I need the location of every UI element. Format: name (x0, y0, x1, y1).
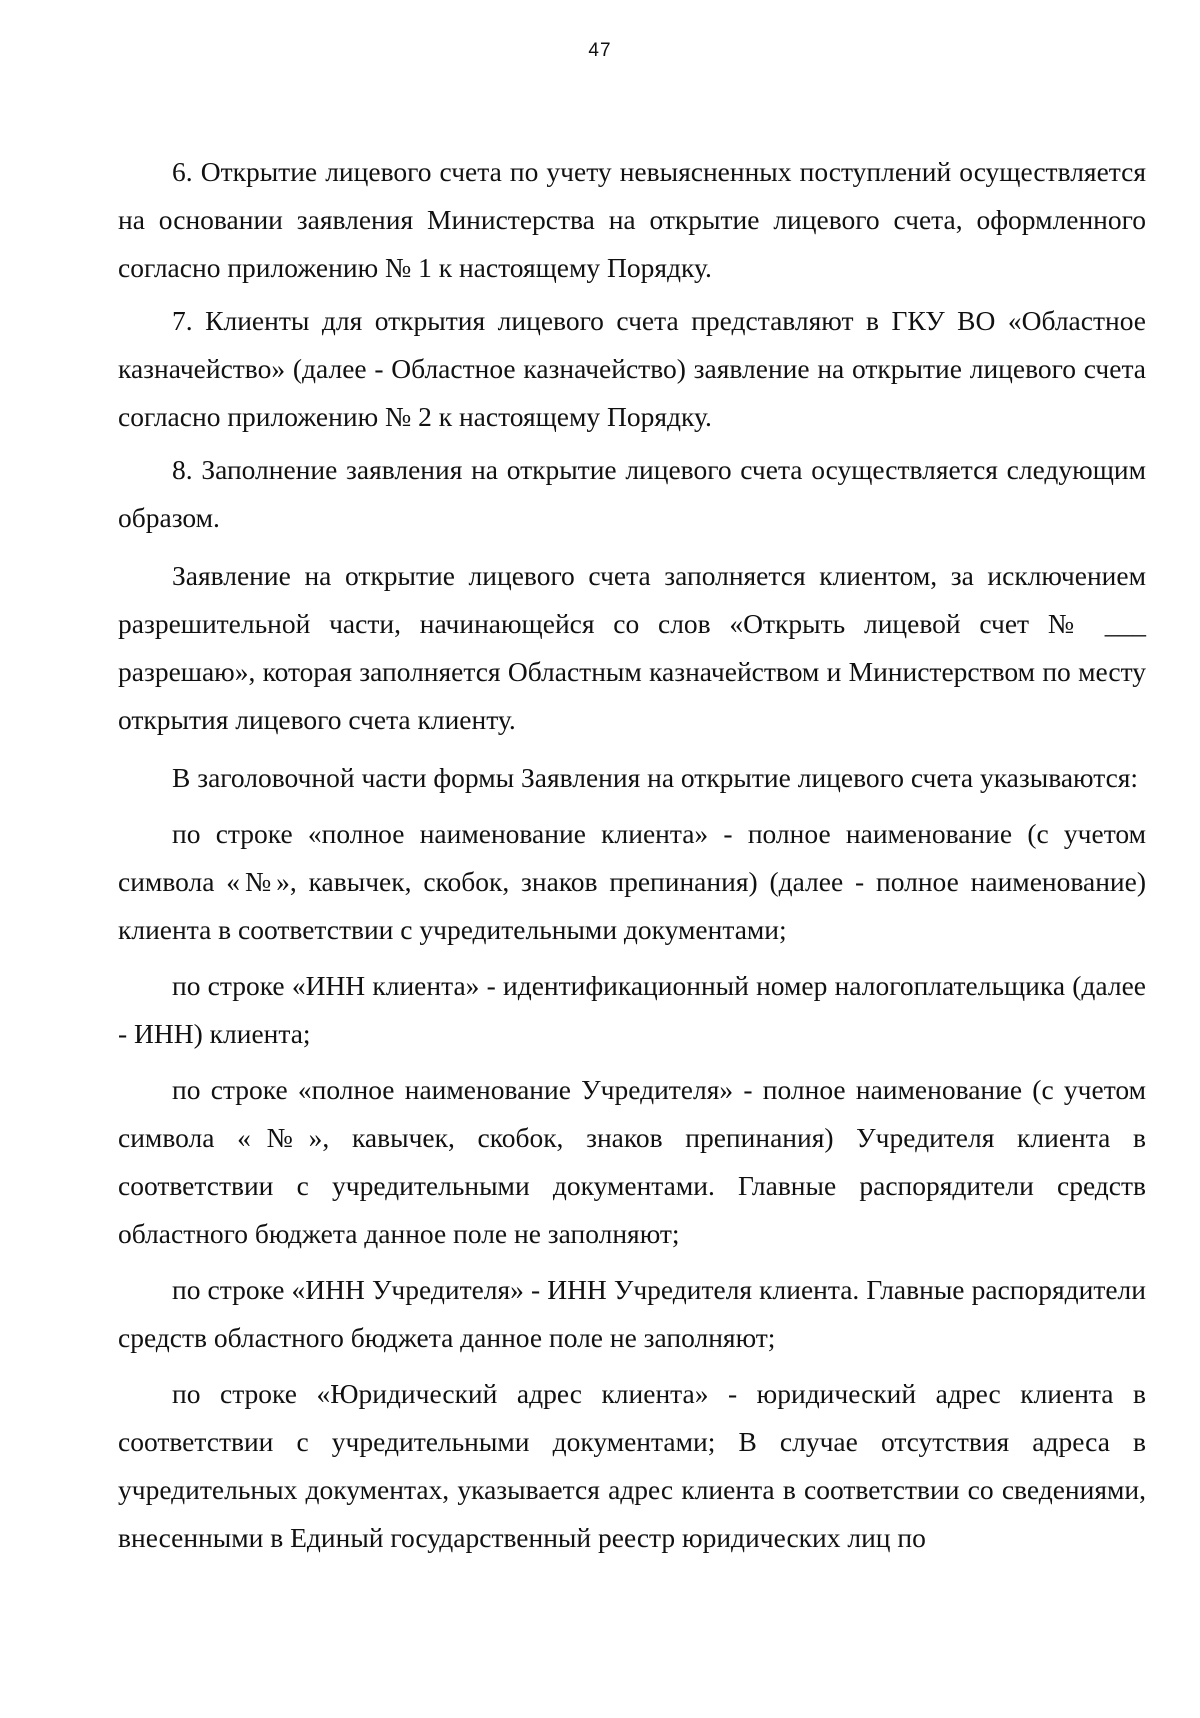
paragraph-client-full-name: по строке «полное наименование клиента» - полное наименование (с учетом символа «№», кавычек, скобок, знаков препинания) (далее - полное наименование) клиента в соответствии с учредительными документами; (118, 818, 1146, 945)
paragraph-8-filling-procedure: 8. Заполнение заявления на открытие лицевого счета осуществляется следующим образом. (118, 454, 1146, 533)
paragraph-header-part: В заголовочной части формы Заявления на открытие лицевого счета указываются: (172, 762, 1139, 793)
paragraph-application-filled-by-client: Заявление на открытие лицевого счета заполняется клиентом, за исключением разрешительной части, начинающейся со слов «Открыть лицевой счет № ___ разрешаю», которая заполняется Областным казначейством и Министерством по месту открытия лицевого счета клиенту. (118, 560, 1146, 735)
paragraph-6-open-account-unclassified: 6. Открытие лицевого счета по учету невыясненных поступлений осуществляется на основании заявления Министерства на открытие лицевого счета, оформленного согласно приложению № 1 к настоящему Порядку. (118, 156, 1146, 283)
paragraph-founder-full-name: по строке «полное наименование Учредителя» - полное наименование (с учетом символа «№», кавычек, скобок, знаков препинания) Учредителя клиента в соответствии с учредительными документами. Главные распорядители средств областного бюджета данное поле не заполняют; (118, 1074, 1146, 1249)
paragraph-7-clients-submit: 7. Клиенты для открытия лицевого счета представляют в ГКУ ВО «Областное казначейство» (далее - Областное казначейство) заявление на открытие лицевого счета согласно приложению № 2 к настоящему Порядку. (118, 305, 1146, 432)
paragraph-legal-address: по строке «Юридический адрес клиента» - юридический адрес клиента в соответствии с учредительными документами; В случае отсутствия адреса в учредительных документах, указывается адрес клиента в соответствии со сведениями, внесенными в Единый государственный реестр юридических лиц по (118, 1378, 1146, 1553)
paragraph-founder-inn: по строке «ИНН Учредителя» - ИНН Учредителя клиента. Главные распорядители средств областного бюджета данное поле не заполняют; (118, 1274, 1146, 1353)
page-number: 47 (588, 40, 612, 61)
paragraph-client-inn: по строке «ИНН клиента» - идентификационный номер налогоплательщика (далее - ИНН) клиента; (118, 970, 1146, 1049)
document-body (118, 148, 1146, 1562)
